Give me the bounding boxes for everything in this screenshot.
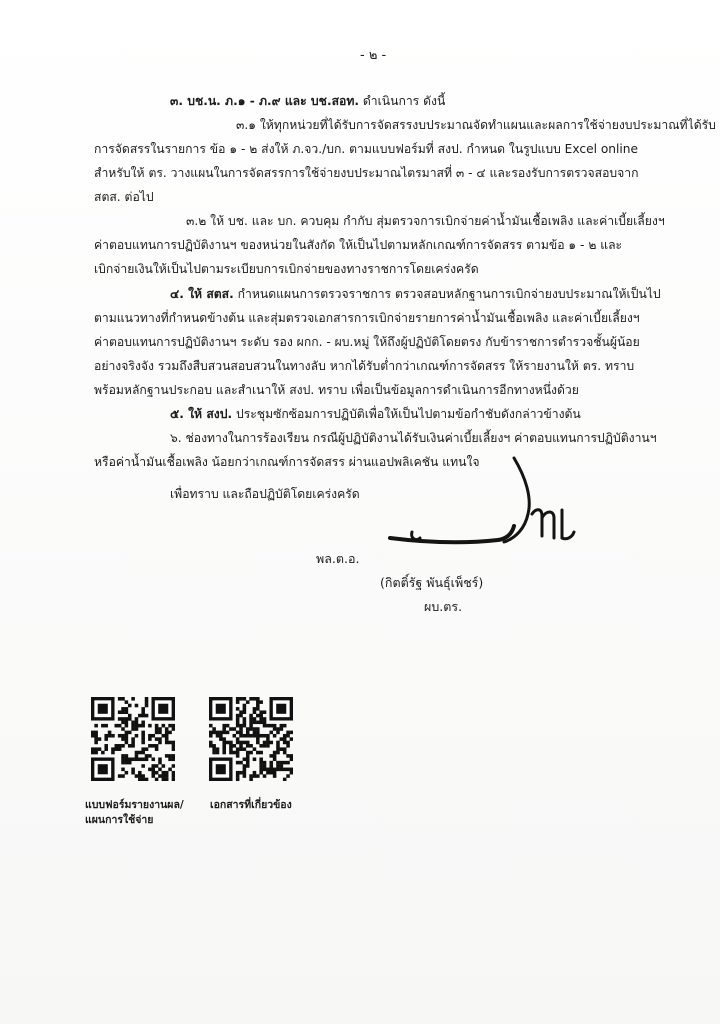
section-3-heading-rest: ดำเนินการ ดังนี้: [359, 94, 446, 108]
qr-code-icon[interactable]: [91, 697, 175, 781]
handwritten-signature: [382, 452, 582, 562]
paragraph-line: การจัดสรรในรายการ ข้อ ๑ - ๒ ส่งให้ ภ.จว./บก. ตามแบบฟอร์มที่ สงป. กำหนด ในรูปแบบ Excel online: [94, 142, 639, 156]
paragraph-line: ๓.๒ ให้ บช. และ บก. ควบคุม กำกับ สุ่มตรวจการเบิกจ่ายค่าน้ำมันเชื้อเพลิง และค่าเบี้ยเลี้ยงฯ: [186, 214, 665, 228]
qr-label-line: แผนการใช้จ่าย: [85, 814, 154, 826]
paragraph-line: ค่าตอบแทนการปฏิบัติงานฯ ระดับ รอง ผกก. - ผบ.หมู่ ให้ถึงผู้ปฏิบัติโดยตรง กับข้าราชการตำรวจชั้นผู้น้อย: [94, 335, 640, 349]
paragraph-line: หรือค่าน้ำมันเชื้อเพลิง น้อยกว่าเกณฑ์การจัดสรร ผ่านแอปพลิเคชัน แทนใจ: [94, 455, 480, 469]
qr-label-line: แบบฟอร์มรายงานผล/: [85, 799, 184, 811]
section-5-line: [170, 406, 581, 422]
section-5-heading-bold: ๕. ให้ สงป.: [170, 407, 233, 421]
signer-rank: พล.ต.อ.: [316, 551, 360, 566]
signer-name: (กิตติ์รัฐ พันธุ์เพ็ชร์): [380, 575, 484, 590]
qr-label-reporting-form: [85, 798, 184, 828]
qr-label-line: เอกสารที่เกี่ยวข้อง: [210, 799, 292, 811]
paragraph-line: พร้อมหลักฐานประกอบ และสำเนาให้ สงป. ทราบ เพื่อเป็นข้อมูลการดำเนินการอีกทางหนึ่งด้วย: [94, 383, 579, 397]
paragraph-line: สำหรับให้ ตร. วางแผนในการจัดสรรการใช้จ่ายงบประมาณไตรมาสที่ ๓ - ๔ และรองรับการตรวจสอบจาก: [94, 166, 639, 180]
section-3-heading: [170, 93, 445, 109]
paragraph-line: ๓.๑ ให้ทุกหน่วยที่ได้รับการจัดสรรงบประมาณจัดทำแผนและผลการใช้จ่ายงบประมาณที่ได้รับ: [236, 118, 716, 132]
section-4-heading-bold: ๔. ให้ สตส.: [170, 287, 234, 301]
page-number: - ๒ -: [360, 48, 387, 63]
section-3-heading-bold: ๓. บช.น. ภ.๑ - ภ.๙ และ บช.สอท.: [170, 94, 359, 108]
paragraph-line: เบิกจ่ายเงินให้เป็นไปตามระเบียบการเบิกจ่ายของทางราชการโดยเคร่งครัด: [94, 262, 479, 276]
section-5-heading-rest: ประชุมซักซ้อมการปฏิบัติเพื่อให้เป็นไปตามข้อกำชับดังกล่าวข้างต้น: [232, 407, 581, 421]
section-4-heading-rest: กำหนดแผนการตรวจราชการ ตรวจสอบหลักฐานการเบิกจ่ายงบประมาณให้เป็นไป: [233, 287, 661, 301]
paragraph-line: ตามแนวทางที่กำหนดข้างต้น และสุ่มตรวจเอกสารการเบิกจ่ายรายการค่าน้ำมันเชื้อเพลิง และค่าเบี้ยเลี้ยงฯ: [94, 311, 640, 325]
qr-code-icon[interactable]: [209, 697, 293, 781]
signer-position: ผบ.ตร.: [424, 599, 463, 614]
paragraph-line: อย่างจริงจัง รวมถึงสืบสวนสอบสวนในทางลับ หากได้รับต่ำกว่าเกณฑ์การจัดสรร ให้รายงานให้ ตร. ทราบ: [94, 359, 635, 373]
paragraph-line: ค่าตอบแทนการปฏิบัติงานฯ ของหน่วยในสังกัด ให้เป็นไปตามหลักเกณฑ์การจัดสรร ตามข้อ ๑ - ๒ และ: [94, 238, 623, 252]
section-4-line: [170, 286, 661, 302]
section-6-line: ๖. ช่องทางในการร้องเรียน กรณีผู้ปฏิบัติงานได้รับเงินค่าเบี้ยเลี้ยงฯ ค่าตอบแทนการปฏิบัติงานฯ: [170, 431, 657, 445]
paragraph-line: สตส. ต่อไป: [94, 190, 154, 204]
closing-line: เพื่อทราบ และถือปฏิบัติโดยเคร่งครัด: [170, 487, 360, 501]
qr-label-related-documents: [210, 798, 292, 813]
